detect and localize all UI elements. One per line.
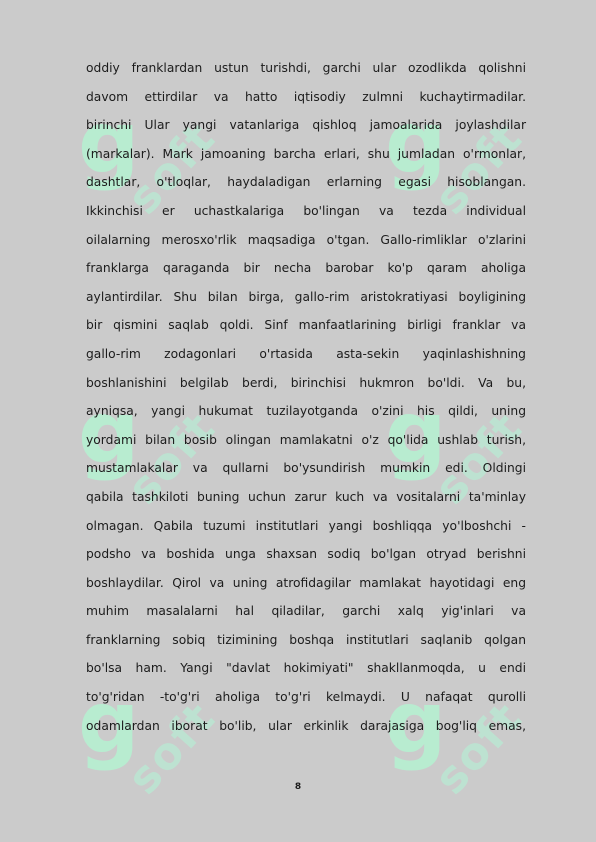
text-line: birinchi Ular yangi vatanlariga qishloq jamoalarida joylashdilar [86,118,526,133]
text-line: qabila tashkiloti buning uchun zarur kuch va vositalarni ta'minlay [86,489,526,504]
text-line: oilalarning merosxo'rlik maqsadiga o'tgan. Gallo-rimliklar o'zlarini [86,232,526,247]
watermark-word: soft [118,692,226,805]
text-line: bo'lsa ham. Yangi "davlat hokimiyati" shakllanmoqda, u endi [86,661,526,676]
text-line: bir qismini saqlab qoldi. Sinf manfaatlarining birligi franklar va [86,318,526,333]
watermark-word: soft [118,112,226,225]
watermark-word: soft [425,402,533,515]
text-line: Ikkinchisi er uchastkalariga bo'lingan va tezda individual [86,203,526,218]
text-line: aylantirdilar. Shu bilan birga, gallo-rim aristokratiyasi boyligining [86,289,526,304]
watermark-letter: g [78,383,140,483]
text-line: olmagan. Qabila tuzumi institutlari yangi boshliqqa yo'lboshchi - [86,518,526,533]
text-line: franklarga qaraganda bir necha barobar ko'p qaram aholiga [86,261,526,276]
text-line: odamlardan iborat bo'lib, ular erkinlik darajasiga bog'liq emas, [86,718,526,733]
text-line: mustamlakalar va qullarni bo'ysundirish mumkin edi. Oldingi [86,461,526,476]
body-text [86,54,526,740]
page-number: 8 [294,782,302,792]
text-line: yordami bilan bosib olingan mamlakatni o'z qo'lida ushlab turish, [86,432,526,447]
watermark-letter: g [385,93,447,193]
text-line: ayniqsa, yangi hukumat tuzilayotganda o'zini his qildi, uning [86,404,526,419]
text-line: davom ettirdilar va hatto iqtisodiy zulmni kuchaytirmadilar. [86,89,526,104]
text-line: to'g'ridan -to'g'ri aholiga to'g'ri kelmaydi. U nafaqat qurolli [86,690,526,705]
text-line: oddiy franklardan ustun turishdi, garchi ular ozodlikda qolishni [86,61,526,75]
text-line: muhim masalalarni hal qiladilar, garchi xalq yig'inlari va [86,604,526,619]
text-line: (markalar). Mark jamoaning barcha erlari, shu jumladan o'rmonlar, [86,146,526,161]
text-line: podsho va boshida unga shaxsan sodiq bo'lgan otryad berishni [86,547,526,562]
text-line: franklarning sobiq tizimining boshqa institutlari saqlanib qolgan [86,632,526,647]
text-line: dashtlar, o'tloqlar, haydaladigan erlarning egasi hisoblangan. [86,175,526,190]
watermark-letter: g [385,673,447,773]
watermark-letter: g [78,673,140,773]
watermark-letter: g [78,93,140,193]
watermark-word: soft [425,112,533,225]
watermark-word: soft [118,402,226,515]
text-line: boshlanishini belgilab berdi, birinchisi hukmron bo'ldi. Va bu, [86,375,526,390]
text-line: boshlaydilar. Qirol va uning atrofidagilar mamlakat hayotidagi eng [86,575,526,590]
text-line: gallo-rim zodagonlari o'rtasida asta-sekin yaqinlashishning [86,346,526,361]
watermark-letter: g [385,383,447,483]
watermark-word: soft [425,692,533,805]
